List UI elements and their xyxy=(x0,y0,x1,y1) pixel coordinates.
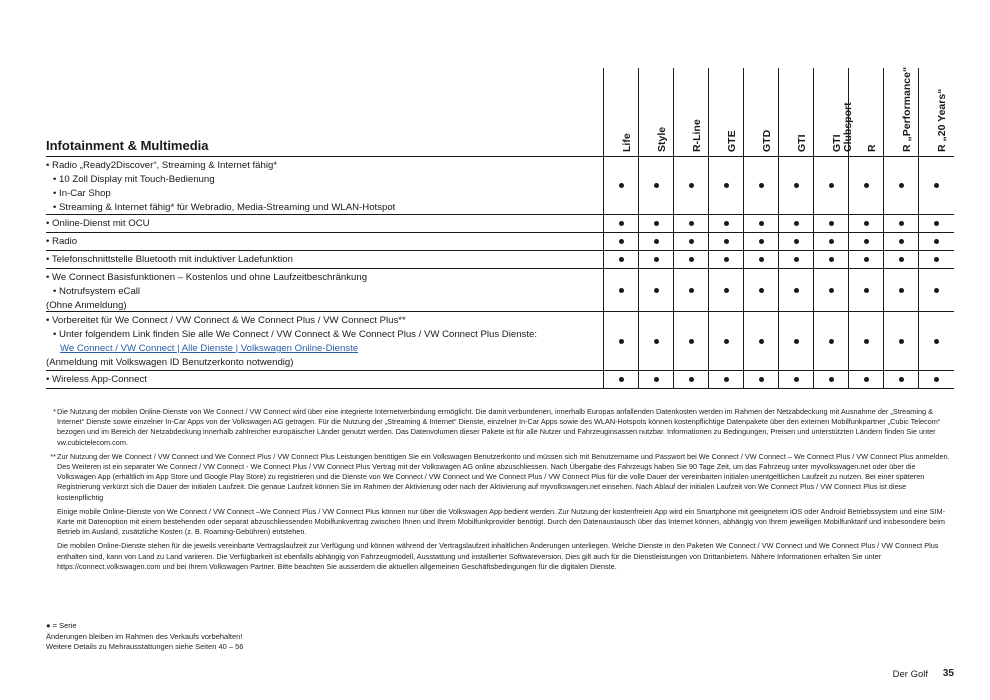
legend-changes: Änderungen bleiben im Rahmen des Verkaufs vorbehalten! xyxy=(46,631,243,641)
availability-cell xyxy=(673,251,709,268)
feature-line xyxy=(46,187,602,201)
availability-cell xyxy=(638,251,674,268)
feature-line xyxy=(46,342,602,356)
standard-dot-icon xyxy=(689,183,694,188)
availability-cell xyxy=(603,233,639,250)
table-row xyxy=(46,215,954,233)
feature-description xyxy=(46,371,602,387)
availability-cell xyxy=(638,269,674,311)
availability-cell xyxy=(673,371,709,388)
standard-dot-icon xyxy=(794,339,799,344)
bullet-icon: • xyxy=(46,315,53,326)
standard-dot-icon xyxy=(829,339,834,344)
feature-line xyxy=(46,299,602,313)
column-header-label: R xyxy=(865,144,878,152)
column-header-label: R-Line xyxy=(690,119,703,152)
standard-dot-icon xyxy=(829,257,834,262)
feature-text: (Anmeldung mit Volkswagen ID Benutzerkonto notwendig) xyxy=(46,357,294,368)
standard-dot-icon xyxy=(794,257,799,262)
standard-dot-icon xyxy=(899,257,904,262)
availability-cell xyxy=(743,251,779,268)
feature-description xyxy=(46,233,602,249)
standard-dot-icon xyxy=(864,257,869,262)
availability-cell xyxy=(778,233,814,250)
table-row xyxy=(46,233,954,251)
feature-text: Notrufsystem eCall xyxy=(59,286,141,297)
legend-serie: ● = Serie xyxy=(46,621,77,630)
availability-cell xyxy=(813,312,849,370)
standard-dot-icon xyxy=(619,221,624,226)
standard-dot-icon xyxy=(934,239,939,244)
bullet-icon: • xyxy=(46,236,53,247)
standard-dot-icon xyxy=(934,377,939,382)
feature-text: Streaming & Internet fähig* für Webradio, Media-Streaming und WLAN-Hotspot xyxy=(59,202,396,213)
standard-dot-icon xyxy=(864,221,869,226)
standard-dot-icon xyxy=(689,221,694,226)
availability-cell xyxy=(708,215,744,232)
standard-dot-icon xyxy=(724,377,729,382)
feature-text: Unter folgendem Link finden Sie alle We Connect / VW Connect & We Connect Plus / VW Connect Plus Dienste: xyxy=(59,329,537,340)
feature-line xyxy=(46,201,602,215)
standard-dot-icon xyxy=(934,257,939,262)
standard-dot-icon xyxy=(934,288,939,293)
online-services-link[interactable]: We Connect / VW Connect | Alle Dienste | Volkswagen Online-Dienste xyxy=(60,343,359,354)
availability-cell xyxy=(883,215,919,232)
table-row xyxy=(46,157,954,215)
bullet-icon: • xyxy=(53,202,60,213)
feature-line xyxy=(46,314,602,328)
availability-cell xyxy=(638,312,674,370)
feature-description xyxy=(46,215,602,231)
availability-cell xyxy=(883,233,919,250)
standard-dot-icon xyxy=(829,221,834,226)
column-header-label: R „20 Years“ xyxy=(935,88,948,152)
column-header-label: R „Performance“ xyxy=(900,66,913,152)
section-title: Infotainment & Multimedia xyxy=(46,138,209,153)
column-header-label: Life xyxy=(620,133,633,152)
standard-dot-icon xyxy=(689,377,694,382)
standard-dot-icon xyxy=(899,377,904,382)
standard-dot-icon xyxy=(654,288,659,293)
standard-dot-icon xyxy=(864,239,869,244)
feature-line xyxy=(46,271,602,285)
standard-dot-icon xyxy=(654,221,659,226)
feature-line xyxy=(46,173,602,187)
availability-cell xyxy=(848,215,884,232)
availability-cell xyxy=(778,312,814,370)
standard-dot-icon xyxy=(899,221,904,226)
availability-cell xyxy=(743,269,779,311)
feature-line xyxy=(46,217,602,231)
bullet-icon: • xyxy=(53,188,60,199)
standard-dot-icon xyxy=(759,221,764,226)
availability-cell xyxy=(918,269,954,311)
availability-cell xyxy=(743,215,779,232)
availability-cell xyxy=(603,371,639,388)
availability-cell xyxy=(708,233,744,250)
availability-cell xyxy=(673,233,709,250)
availability-cell xyxy=(603,157,639,214)
footnote-double-star-mark: ** xyxy=(50,451,56,461)
bullet-icon: • xyxy=(46,218,53,229)
standard-dot-icon xyxy=(829,288,834,293)
standard-dot-icon xyxy=(899,239,904,244)
availability-cell xyxy=(673,215,709,232)
availability-cell xyxy=(883,371,919,388)
availability-cell xyxy=(638,233,674,250)
column-header xyxy=(638,68,674,156)
availability-cell xyxy=(778,157,814,214)
standard-dot-icon xyxy=(759,257,764,262)
standard-dot-icon xyxy=(759,377,764,382)
availability-cell xyxy=(918,371,954,388)
feature-line xyxy=(46,159,602,173)
standard-dot-icon xyxy=(934,339,939,344)
standard-dot-icon xyxy=(864,183,869,188)
availability-cell xyxy=(603,251,639,268)
availability-cell xyxy=(883,157,919,214)
column-header xyxy=(883,68,919,156)
bullet-icon: • xyxy=(53,286,60,297)
standard-dot-icon xyxy=(654,377,659,382)
standard-dot-icon xyxy=(934,183,939,188)
legend xyxy=(46,621,243,653)
standard-dot-icon xyxy=(724,239,729,244)
standard-dot-icon xyxy=(759,239,764,244)
availability-cell xyxy=(918,312,954,370)
footnote-double-star xyxy=(46,452,954,503)
availability-cell xyxy=(708,312,744,370)
standard-dot-icon xyxy=(794,377,799,382)
column-header xyxy=(743,68,779,156)
legend-details: Weitere Details zu Mehrausstattungen siehe Seiten 40 – 56 xyxy=(46,642,244,651)
bullet-icon: • xyxy=(53,174,60,185)
feature-line xyxy=(46,328,602,342)
table-header xyxy=(46,68,954,157)
availability-cell xyxy=(638,157,674,214)
column-header xyxy=(673,68,709,156)
bullet-icon: • xyxy=(46,254,52,265)
availability-cell xyxy=(848,157,884,214)
availability-cell xyxy=(673,269,709,311)
standard-dot-icon xyxy=(794,221,799,226)
standard-dot-icon xyxy=(619,288,624,293)
column-header xyxy=(813,68,854,156)
bullet-icon: • xyxy=(53,329,60,340)
footnote-star xyxy=(46,407,954,448)
availability-cell xyxy=(778,251,814,268)
availability-cell xyxy=(778,269,814,311)
column-header xyxy=(603,68,639,156)
standard-dot-icon xyxy=(829,183,834,188)
bullet-icon: • xyxy=(46,160,53,171)
page-number: 35 xyxy=(942,668,954,679)
standard-dot-icon xyxy=(689,257,694,262)
availability-cell xyxy=(848,371,884,388)
table-row xyxy=(46,251,954,269)
column-header-label: GTD xyxy=(760,129,773,152)
standard-dot-icon xyxy=(829,239,834,244)
availability-cell xyxy=(603,269,639,311)
availability-cell xyxy=(813,215,849,232)
feature-text: Telefonschnittstelle Bluetooth mit induktiver Ladefunktion xyxy=(51,254,293,265)
availability-cell xyxy=(743,157,779,214)
standard-dot-icon xyxy=(724,221,729,226)
standard-dot-icon xyxy=(759,183,764,188)
standard-dot-icon xyxy=(724,183,729,188)
footnote-star-text: Die Nutzung der mobilen Online-Dienste von We Connect / VW Connect wird über eine integrierte Internetverbindung ermöglicht. Die damit verbundenen, innerhalb Europas anfallenden Datenkosten werden im Rahmen der Netzabdeckung mit Ausnahme der „Streaming & Internet“ Dienste sowie einzelner In-Car Apps von der Volkswagen AG getragen. Für die Nutzung der „Streaming & Internet“ Dienste, einzelner In-Car Apps sowie des WLAN-Hotspots können kostenpflichtige Datenpakete über den externen Mobilfunkpartner „Cubic Telecom“ bezogen und im Bereich der Netzabdeckung innerhalb zahlreicher europäischer Länder genutzt werden. Das Datenvolumen dieser Pakete ist für alle Nutzer und Fahrzeuginsassen nutzbar. Informationen zu Bedingungen, Preisen und unterstützten Ländern finden Sie unter vw.cubictelecom.com. xyxy=(57,407,941,447)
feature-description xyxy=(46,269,602,313)
spec-table xyxy=(46,68,954,389)
feature-line xyxy=(46,235,602,249)
feature-text: We Connect Basisfunktionen – Kostenlos und ohne Laufzeitbeschränkung xyxy=(52,272,368,283)
footer-title: Der Golf xyxy=(892,669,928,680)
footnote-paragraph-app: Einige mobile Online-Dienste von We Connect / VW Connect –We Connect Plus / VW Connect Plus können nur über die Volkswagen App bedient werden. Zur Nutzung der kostenfreien App wird ein Smartphone mit geeignetem iOS oder Android Betriebssystem und eine SIM-Karte mit Datenoption mit einem bestehenden oder separat abzuschliessenden Mobilfunkvertrag zwischen Ihnen und Ihrem Mobilfunkprovider benötigt. Durch den Datenaustausch über das Internet können, abhängig von Ihrem jeweiligen Mobilfunktarif und insbesondere beim Betrieb im Ausland, zusätzliche Kosten (z. B. Roaming-Gebühren) entstehen. xyxy=(57,506,945,537)
column-header-label: Style xyxy=(655,126,668,152)
standard-dot-icon xyxy=(689,339,694,344)
footnote-double-star-text: Zur Nutzung der We Connect / VW Connect und We Connect Plus / VW Connect Plus Leistungen benötigen Sie ein Volkswagen Benutzerkonto und müssen sich mit Benutzername und Passwort bei We Connect / VW Connect – We Connect Plus / VW Connect Plus anmelden. Des Weiteren ist ein separater We Connect / VW Connect - We Connect Plus / VW Connect Plus Vertrag mit der Volkswagen AG online abzuschliessen. Nach Übergabe des Fahrzeugs haben Sie 90 Tage Zeit, um das Fahrzeug unter myvolkswagen.net oder über die Volkswagen App (erhältlich im App Store und Google Play Store) zu registrieren und die Dienste von We Connect / VW Connect und We Connect Plus / VW Connect Plus für die volle Dauer der vereinbarten initialen unentgeltlichen Laufzeit zu nutzen. Bei einer späteren Registrierung verkürzt sich die Dauer der initialen Laufzeit. Die genaue Laufzeit können Sie im Rahmen der Aktivierung oder nach der Aktivierung auf myvolkswagen.net einsehen. Nach Ablauf der initialen Laufzeit von We Connect Plus / VW Connect Plus ist diese kostenpflichtig xyxy=(57,451,950,502)
feature-text: Wireless App-Connect xyxy=(52,374,147,385)
availability-cell xyxy=(918,157,954,214)
column-header xyxy=(778,68,814,156)
availability-cell xyxy=(673,157,709,214)
standard-dot-icon xyxy=(759,339,764,344)
feature-line xyxy=(46,373,602,387)
availability-cell xyxy=(848,233,884,250)
standard-dot-icon xyxy=(864,288,869,293)
availability-cell xyxy=(708,251,744,268)
column-header-label: GTE xyxy=(725,130,738,152)
feature-description xyxy=(46,157,602,215)
availability-cell xyxy=(918,215,954,232)
availability-cell xyxy=(638,371,674,388)
standard-dot-icon xyxy=(619,377,624,382)
availability-cell xyxy=(848,251,884,268)
table-row xyxy=(46,269,954,312)
standard-dot-icon xyxy=(899,288,904,293)
feature-description xyxy=(46,312,602,370)
availability-cell xyxy=(743,233,779,250)
availability-cell xyxy=(708,157,744,214)
availability-cell xyxy=(883,312,919,370)
availability-cell xyxy=(708,269,744,311)
standard-dot-icon xyxy=(899,183,904,188)
standard-dot-icon xyxy=(654,183,659,188)
standard-dot-icon xyxy=(864,339,869,344)
availability-cell xyxy=(603,312,639,370)
bullet-icon: • xyxy=(46,374,53,385)
standard-dot-icon xyxy=(794,288,799,293)
availability-cell xyxy=(708,371,744,388)
table-row xyxy=(46,312,954,371)
availability-cell xyxy=(813,251,849,268)
column-header-label: GTI Clubsport xyxy=(830,102,854,152)
feature-text: Radio xyxy=(52,236,78,247)
column-header xyxy=(848,68,884,156)
feature-text: Vorbereitet für We Connect / VW Connect & We Connect Plus / VW Connect Plus** xyxy=(52,315,406,326)
standard-dot-icon xyxy=(829,377,834,382)
standard-dot-icon xyxy=(619,257,624,262)
availability-cell xyxy=(813,157,849,214)
footnote-star-mark: * xyxy=(53,407,56,416)
availability-cell xyxy=(813,269,849,311)
standard-dot-icon xyxy=(759,288,764,293)
availability-cell xyxy=(883,269,919,311)
standard-dot-icon xyxy=(654,239,659,244)
availability-cell xyxy=(778,215,814,232)
availability-cell xyxy=(813,233,849,250)
availability-cell xyxy=(883,251,919,268)
feature-text: Radio „Ready2Discover“, Streaming & Internet fähig* xyxy=(52,160,278,171)
feature-text: Online-Dienst mit OCU xyxy=(52,218,150,229)
standard-dot-icon xyxy=(654,257,659,262)
availability-cell xyxy=(673,312,709,370)
column-header xyxy=(708,68,744,156)
standard-dot-icon xyxy=(689,239,694,244)
feature-line xyxy=(46,285,602,299)
feature-text: (Ohne Anmeldung) xyxy=(46,300,127,311)
availability-cell xyxy=(743,312,779,370)
footnote-paragraph-services: Die mobilen Online-Dienste stehen für die jeweils vereinbarte Vertragslaufzeit zur Verfügung und können während der Vertragslaufzeit inhaltlichen Änderungen unterliegen. Welche Dienste in den Paketen We Connect / VW Connect und We Connect Plus / VW Connect Plus enthalten sind, kann von Land zu Land variieren. Die Verfügbarkeit ist ebenfalls abhängig von Fahrzeugmodell, Ausstattung und installierter Softwareversion. Dies gilt auch für die Dienstleistungen von Drittanbietern. Nähere Informationen erhalten Sie unter https://connect.volkswagen.com und bei Ihrem Volkswagen Partner. Bitte beachten Sie ausserdem die aktuellen allgemeinen Geschäftsbedingungen für die digitalen Dienste. xyxy=(57,541,939,571)
column-header xyxy=(918,68,954,156)
feature-text: 10 Zoll Display mit Touch-Bedienung xyxy=(59,174,215,185)
standard-dot-icon xyxy=(619,239,624,244)
availability-cell xyxy=(743,371,779,388)
feature-text: In-Car Shop xyxy=(59,188,111,199)
standard-dot-icon xyxy=(794,183,799,188)
standard-dot-icon xyxy=(724,339,729,344)
standard-dot-icon xyxy=(654,339,659,344)
column-header-label: GTI xyxy=(795,134,808,152)
availability-cell xyxy=(848,312,884,370)
feature-description xyxy=(46,251,602,267)
availability-cell xyxy=(848,269,884,311)
standard-dot-icon xyxy=(794,239,799,244)
standard-dot-icon xyxy=(724,288,729,293)
availability-cell xyxy=(813,371,849,388)
availability-cell xyxy=(778,371,814,388)
table-row xyxy=(46,371,954,389)
bullet-icon: • xyxy=(46,272,53,283)
standard-dot-icon xyxy=(619,339,624,344)
standard-dot-icon xyxy=(724,257,729,262)
standard-dot-icon xyxy=(864,377,869,382)
standard-dot-icon xyxy=(689,288,694,293)
standard-dot-icon xyxy=(619,183,624,188)
footnotes xyxy=(46,407,954,576)
availability-cell xyxy=(603,215,639,232)
feature-line xyxy=(46,253,602,267)
availability-cell xyxy=(918,233,954,250)
availability-cell xyxy=(918,251,954,268)
feature-line xyxy=(46,356,602,370)
standard-dot-icon xyxy=(899,339,904,344)
availability-cell xyxy=(638,215,674,232)
standard-dot-icon xyxy=(934,221,939,226)
